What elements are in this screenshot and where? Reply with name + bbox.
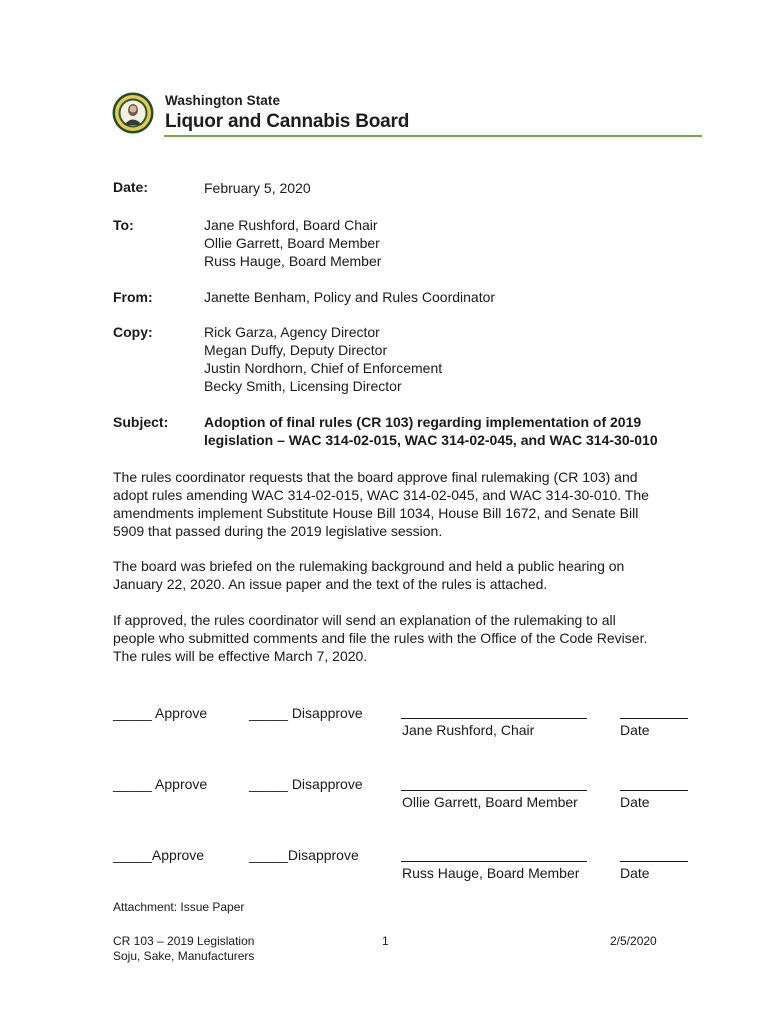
signature-line[interactable] xyxy=(401,790,587,791)
copy-label: Copy: xyxy=(113,324,153,340)
from-value: Janette Benham, Policy and Rules Coordinator xyxy=(204,289,496,305)
date-caption: Date xyxy=(620,794,650,810)
date-line[interactable] xyxy=(620,718,688,719)
to-label: To: xyxy=(113,217,134,233)
footer-date: 2/5/2020 xyxy=(610,934,657,948)
letterhead xyxy=(112,90,702,140)
subject-line: Adoption of final rules (CR 103) regarding implementation of 2019 xyxy=(204,414,642,430)
approve-option[interactable]: _____ Approve xyxy=(113,776,208,792)
signer-name: Russ Hauge, Board Member xyxy=(402,865,580,881)
footer-title: CR 103 – 2019 Legislation xyxy=(113,934,255,948)
signer-name: Jane Rushford, Chair xyxy=(402,722,535,738)
washington-state-seal-icon xyxy=(112,92,154,134)
to-recipient: Russ Hauge, Board Member xyxy=(204,253,382,269)
copy-recipients xyxy=(204,323,442,395)
footer-subtitle: Soju, Sake, Manufacturers xyxy=(113,949,255,963)
disapprove-option[interactable]: _____ Disapprove xyxy=(249,705,363,721)
signature-line[interactable] xyxy=(401,718,587,719)
subject-text xyxy=(204,413,658,449)
date-line[interactable] xyxy=(620,861,688,862)
org-name-line1: Washington State xyxy=(165,93,281,108)
attachment-note: Attachment: Issue Paper xyxy=(113,900,245,914)
date-caption: Date xyxy=(620,722,650,738)
to-recipient: Ollie Garrett, Board Member xyxy=(204,235,380,251)
subject-label: Subject: xyxy=(113,414,169,430)
from-label: From: xyxy=(113,289,153,305)
copy-recipient: Justin Nordhorn, Chief of Enforcement xyxy=(204,360,443,376)
body-paragraph-2: The board was briefed on the rulemaking background and held a public hearing on January 22, 2020. An issue paper and the text of the rules is attached. xyxy=(113,558,625,592)
approve-option[interactable]: _____ Approve xyxy=(113,705,208,721)
org-name-line2: Liquor and Cannabis Board xyxy=(165,111,410,132)
to-recipients xyxy=(204,216,381,270)
date-value: February 5, 2020 xyxy=(204,180,311,196)
date-label: Date: xyxy=(113,179,149,195)
signer-name: Ollie Garrett, Board Member xyxy=(402,794,578,810)
header-divider xyxy=(164,135,702,137)
body-paragraph-3: If approved, the rules coordinator will send an explanation of the rulemaking to all people who submitted comments and file the rules with the Office of the Code Reviser. The rules will be effective March 7, 2020. xyxy=(113,612,648,664)
to-recipient: Jane Rushford, Board Chair xyxy=(204,217,378,233)
page-number: 1 xyxy=(382,934,389,948)
approve-option[interactable]: _____Approve xyxy=(113,847,205,863)
signature-line[interactable] xyxy=(401,861,587,862)
disapprove-option[interactable]: _____ Disapprove xyxy=(249,776,363,792)
body-paragraph-1: The rules coordinator requests that the board approve final rulemaking (CR 103) and adopt rules amending WAC 314-02-015, WAC 314-02-045, and WAC 314-30-010. The amendments implement Substitute House Bill 1034, House Bill 1672, and Senate Bill 5909 that passed during the 2019 legislative session. xyxy=(113,469,649,539)
date-line[interactable] xyxy=(620,790,688,791)
copy-recipient: Becky Smith, Licensing Director xyxy=(204,378,402,394)
copy-recipient: Megan Duffy, Deputy Director xyxy=(204,342,388,358)
footer-left xyxy=(113,934,254,964)
subject-line: legislation – WAC 314-02-015, WAC 314-02-045, and WAC 314-30-010 xyxy=(204,432,658,448)
date-caption: Date xyxy=(620,865,650,881)
copy-recipient: Rick Garza, Agency Director xyxy=(204,324,380,340)
disapprove-option[interactable]: _____Disapprove xyxy=(249,847,359,863)
